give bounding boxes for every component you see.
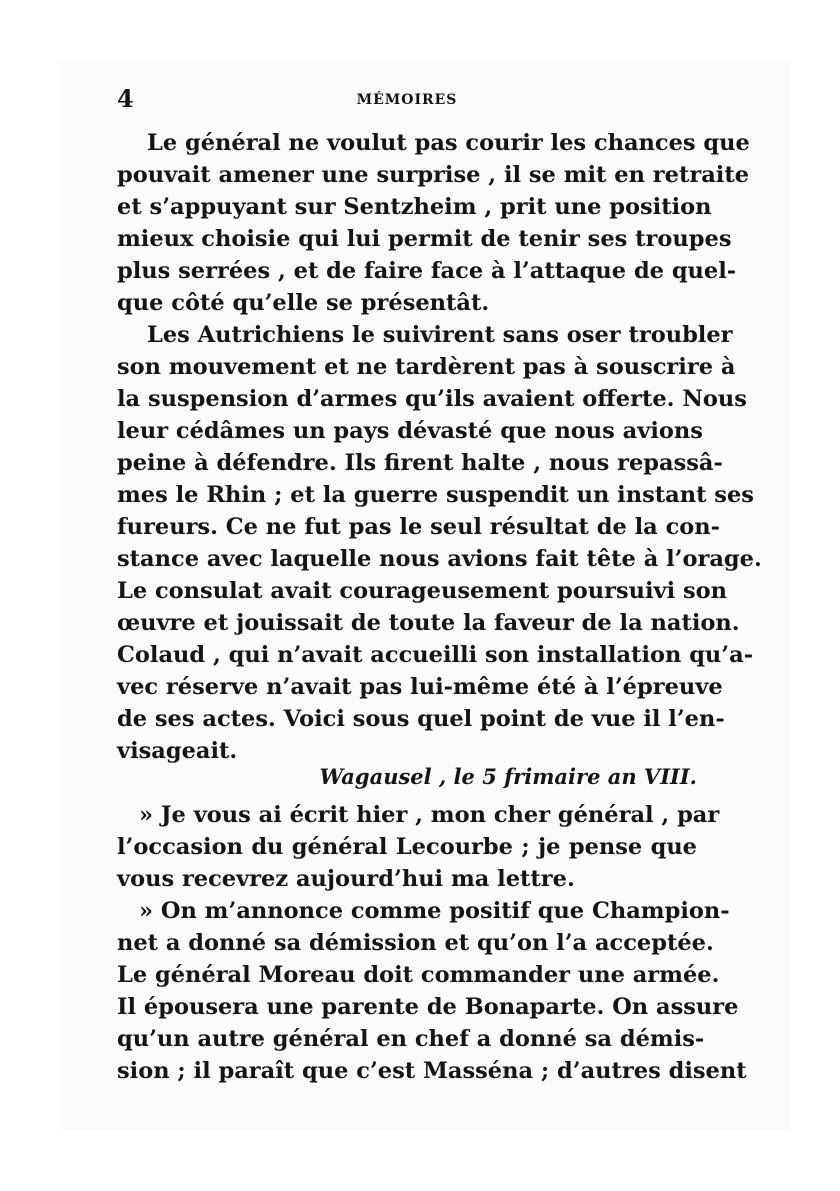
text-line: la suspension d’armes qu’ils avaient offerte. Nous bbox=[117, 386, 747, 412]
text-line: fureurs. Ce ne fut pas le seul résultat de la con- bbox=[117, 514, 720, 540]
text-line: peine à défendre. Ils firent halte , nous repassâ- bbox=[117, 450, 723, 476]
text-line: son mouvement et ne tardèrent pas à souscrire à bbox=[117, 354, 736, 380]
text-line: Il épousera une parente de Bonaparte. On assure bbox=[117, 994, 739, 1020]
text-line: Les Autrichiens le suivirent sans oser troubler bbox=[147, 322, 733, 348]
text-line: l’occasion du général Lecourbe ; je pense que bbox=[117, 834, 697, 860]
text-line: leur cédâmes un pays dévasté que nous avions bbox=[117, 418, 703, 444]
page-header bbox=[117, 84, 697, 114]
text-line: visageait. bbox=[117, 738, 238, 764]
text-line: et s’appuyant sur Sentzheim , prit une position bbox=[117, 194, 712, 220]
page-number: 4 bbox=[117, 84, 134, 113]
text-line: » On m’annonce comme positif que Champion- bbox=[139, 898, 730, 924]
text-line: de ses actes. Voici sous quel point de vue il l’en- bbox=[117, 706, 725, 732]
text-line: » Je vous ai écrit hier , mon cher général , par bbox=[139, 802, 720, 828]
text-line: œuvre et jouissait de toute la faveur de la nation. bbox=[117, 610, 740, 636]
text-line: stance avec laquelle nous avions fait tête à l’orage. bbox=[117, 546, 762, 572]
text-line: Le général Moreau doit commander une armée. bbox=[117, 962, 720, 988]
text-line: pouvait amener une surprise , il se mit en retraite bbox=[117, 162, 750, 188]
text-line: vous recevrez aujourd’hui ma lettre. bbox=[117, 866, 575, 892]
text-line: plus serrées , et de faire face à l’attaque de quel- bbox=[117, 258, 737, 284]
running-title: MÉMOIRES bbox=[356, 92, 458, 108]
text-line: vec réserve n’avait pas lui-même été à l’épreuve bbox=[117, 674, 723, 700]
text-line: Le général ne voulut pas courir les chances que bbox=[147, 130, 750, 156]
text-line: sion ; il paraît que c’est Masséna ; d’autres disent bbox=[117, 1058, 747, 1084]
text-line: mes le Rhin ; et la guerre suspendit un instant ses bbox=[117, 482, 754, 508]
text-line: net a donné sa démission et qu’on l’a acceptée. bbox=[117, 930, 714, 956]
letter-dateline: Wagausel , le 5 frimaire an VIII. bbox=[319, 764, 697, 789]
text-line: Le consulat avait courageusement poursuivi son bbox=[117, 578, 728, 604]
text-line: Colaud , qui n’avait accueilli son installation qu’a- bbox=[117, 642, 754, 668]
text-line: mieux choisie qui lui permit de tenir ses troupes bbox=[117, 226, 732, 252]
text-line: qu’un autre général en chef a donné sa démis- bbox=[117, 1026, 705, 1052]
text-line: que côté qu’elle se présentât. bbox=[117, 290, 490, 316]
